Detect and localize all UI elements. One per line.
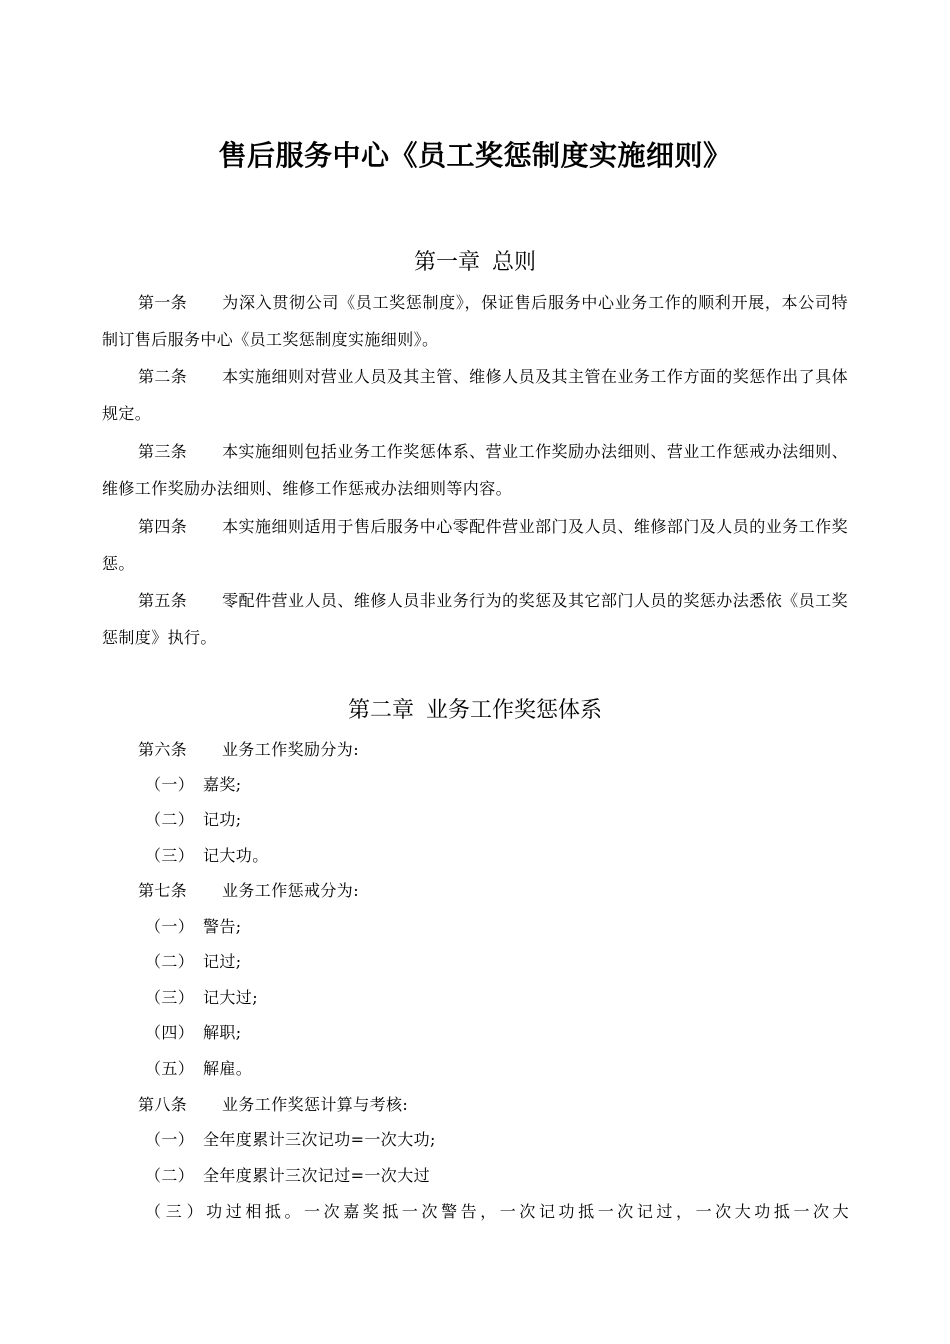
article-number: 第五条 bbox=[138, 591, 188, 610]
item-text: 全年度累计三次记功=一次大功; bbox=[203, 1130, 436, 1149]
item-text: 功过相抵。一次嘉奖抵一次警告，一次记功抵一次记过，一次大功抵一次大 bbox=[203, 1202, 849, 1221]
item-number: （五） bbox=[145, 1059, 195, 1078]
item-text: 解职; bbox=[203, 1023, 242, 1042]
item-text: 记大功。 bbox=[203, 846, 269, 865]
item-number: （三） bbox=[145, 846, 195, 865]
article-text: 业务工作惩戒分为: bbox=[222, 881, 359, 900]
list-item bbox=[145, 1122, 436, 1158]
article-text: 本实施细则适用于售后服务中心零配件营业部门及人员、维修部门及人员的业务工作奖惩。 bbox=[102, 517, 848, 573]
article-text: 业务工作奖励分为: bbox=[222, 740, 359, 759]
item-number: （四） bbox=[145, 1023, 195, 1042]
chapter-heading-1 bbox=[0, 247, 950, 279]
article-text: 本实施细则对营业人员及其主管、维修人员及其主管在业务工作方面的奖惩作出了具体规定。 bbox=[102, 367, 848, 423]
article-text: 零配件营业人员、维修人员非业务行为的奖惩及其它部门人员的奖惩办法悉依《员工奖惩制度》执行。 bbox=[102, 591, 848, 647]
document-title: 售后服务中心《员工奖惩制度实施细则》 bbox=[218, 139, 732, 172]
article-6 bbox=[138, 732, 359, 768]
item-number: （一） bbox=[145, 917, 195, 936]
item-number: （一） bbox=[145, 1130, 195, 1149]
article-number: 第七条 bbox=[138, 881, 188, 900]
list-item bbox=[145, 980, 258, 1016]
article-text: 本实施细则包括业务工作奖惩体系、营业工作奖励办法细则、营业工作惩戒办法细则、维修工作奖励办法细则、维修工作惩戒办法细则等内容。 bbox=[102, 442, 848, 498]
item-number: （二） bbox=[145, 1166, 195, 1185]
article-5 bbox=[102, 582, 848, 656]
list-item bbox=[145, 909, 242, 945]
item-text: 全年度累计三次记过=一次大过 bbox=[203, 1166, 431, 1185]
item-text: 警告; bbox=[203, 917, 242, 936]
item-number: （二） bbox=[145, 810, 195, 829]
chapter-heading-2 bbox=[0, 695, 950, 727]
list-item bbox=[145, 802, 242, 838]
item-number: （二） bbox=[145, 952, 195, 971]
item-text: 记大过; bbox=[203, 988, 258, 1007]
article-4 bbox=[102, 508, 848, 582]
item-text: 嘉奖; bbox=[203, 775, 242, 794]
article-1 bbox=[102, 284, 848, 358]
item-text: 记过; bbox=[203, 952, 242, 971]
article-number: 第二条 bbox=[138, 367, 188, 386]
list-item bbox=[145, 1158, 430, 1194]
list-item bbox=[145, 838, 269, 874]
item-number: （三） bbox=[145, 1202, 203, 1221]
item-number: （一） bbox=[145, 775, 195, 794]
item-text: 解雇。 bbox=[203, 1059, 253, 1078]
article-2 bbox=[102, 358, 848, 432]
chapter-name: 总则 bbox=[492, 250, 537, 275]
article-number: 第四条 bbox=[138, 517, 188, 536]
list-item bbox=[145, 1051, 252, 1087]
item-number: （三） bbox=[145, 988, 195, 1007]
article-number: 第一条 bbox=[138, 293, 188, 312]
article-7 bbox=[138, 873, 359, 909]
article-text: 为深入贯彻公司《员工奖惩制度》，保证售后服务中心业务工作的顺利开展，本公司特制订售后服务中心《员工奖惩制度实施细则》。 bbox=[102, 293, 848, 349]
chapter-name: 业务工作奖惩体系 bbox=[426, 698, 603, 723]
article-3 bbox=[102, 433, 848, 507]
list-item bbox=[145, 1015, 242, 1051]
item-text: 记功; bbox=[203, 810, 242, 829]
article-number: 第六条 bbox=[138, 740, 188, 759]
article-8 bbox=[138, 1087, 408, 1123]
list-item bbox=[145, 767, 242, 803]
article-number: 第三条 bbox=[138, 442, 188, 461]
list-item bbox=[145, 1194, 849, 1230]
list-item bbox=[145, 944, 242, 980]
chapter-label: 第一章 bbox=[413, 250, 480, 275]
chapter-label: 第二章 bbox=[347, 698, 414, 723]
article-number: 第八条 bbox=[138, 1095, 188, 1114]
article-text: 业务工作奖惩计算与考核: bbox=[222, 1095, 409, 1114]
